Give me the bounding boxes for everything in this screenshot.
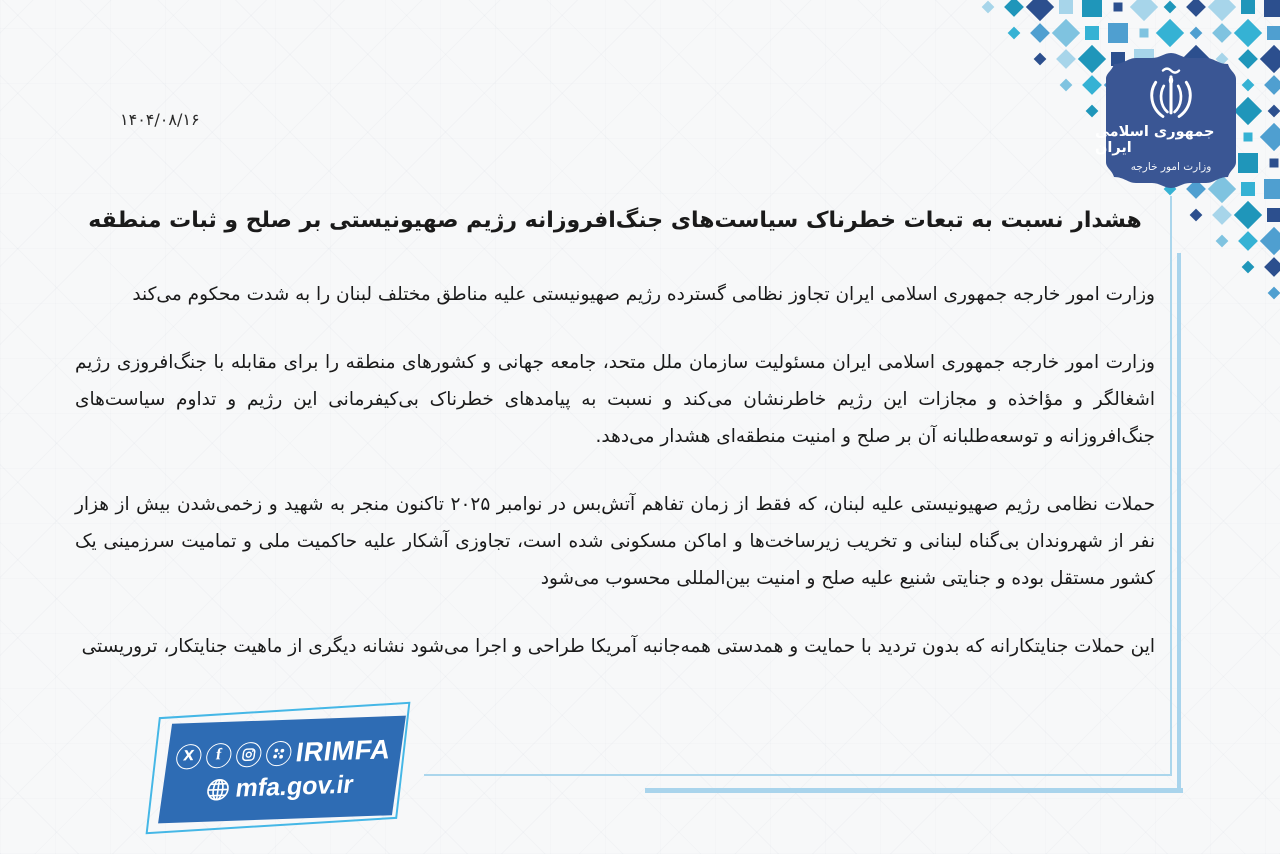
x-icon[interactable]: X: [174, 743, 203, 769]
iran-emblem-icon: [1144, 66, 1198, 122]
badge-ministry-name: وزارت امور خارجه: [1130, 161, 1212, 173]
frame-line-horizontal-thin: [424, 774, 1172, 776]
statement-paragraph: وزارت امور خارجه جمهوری اسلامی ایران مسئولیت سازمان ملل متحد، جامعه جهانی و کشورهای منطقه را برای مقابله با جنگ‌افروزی رژیم اشغالگر و مؤاخذه و مجازات این رژیم خاطرنشان می‌کند و نسبت به پیامدهای خطرناک بی‌کیفرمانی این رژیم و تداوم سیاست‌های جنگ‌افروزانه و توسعه‌طلبانه آن بر صلح و امنیت منطقه‌ای هشدار می‌دهد.: [75, 352, 1155, 448]
statement-headline: هشدار نسبت به تبعات خطرناک سیاست‌های جنگ‌افروزانه رژیم صهیونیستی بر صلح و ثبات منطقه: [88, 208, 1142, 233]
social-row: [174, 734, 395, 773]
statement-paragraph: حملات نظامی رژیم صهیونیستی علیه لبنان، که فقط از زمان تفاهم آتش‌بس در نوامبر ۲۰۲۵ تاکنون منجر به شهید و زخمی‌شدن بیش از هزار نفر از شهروندان بی‌گناه لبنانی و تخریب زیرساخت‌ها و اماکن مسکونی شده است، تجاوزی آشکار علیه حاکمیت ملی و تمامیت سرزمینی یک کشور مستقل بوده و جنایتی شنیع علیه صلح و امنیت بین‌المللی محسوب می‌شود: [75, 494, 1156, 590]
statement-body: [75, 204, 1155, 696]
footer-banner: [158, 716, 406, 824]
globe-icon: [204, 776, 233, 802]
aparat-icon[interactable]: [264, 740, 293, 766]
website-url[interactable]: mfa.gov.ir: [233, 769, 356, 803]
website-row: [204, 770, 356, 804]
ministry-badge: [1095, 50, 1247, 192]
statement-date: ۱۴۰۴/۰۸/۱۶: [120, 110, 200, 129]
frame-line-horizontal-thick: [645, 788, 1183, 793]
statement-paragraph: وزارت امور خارجه جمهوری اسلامی ایران تجاوز نظامی گسترده رژیم صهیونیستی علیه مناطق مختلف لبنان را به شدت محکوم می‌کند: [132, 284, 1155, 306]
frame-line-vertical-thick: [1177, 253, 1181, 793]
badge-org-name: جمهوری اسلامی ایران: [1095, 124, 1215, 156]
social-handle[interactable]: IRIMFA: [294, 733, 393, 768]
facebook-icon[interactable]: f: [204, 742, 233, 768]
statement-paragraph: این حملات جنایتکارانه که بدون تردید با حمایت و همدستی همه‌جانبه آمریکا طراحی و اجرا می‌شود نشانه دیگری از ماهیت جنایتکار، تروریستی: [81, 636, 1155, 658]
instagram-icon[interactable]: [234, 741, 263, 767]
frame-line-vertical-thin: [1170, 196, 1172, 776]
